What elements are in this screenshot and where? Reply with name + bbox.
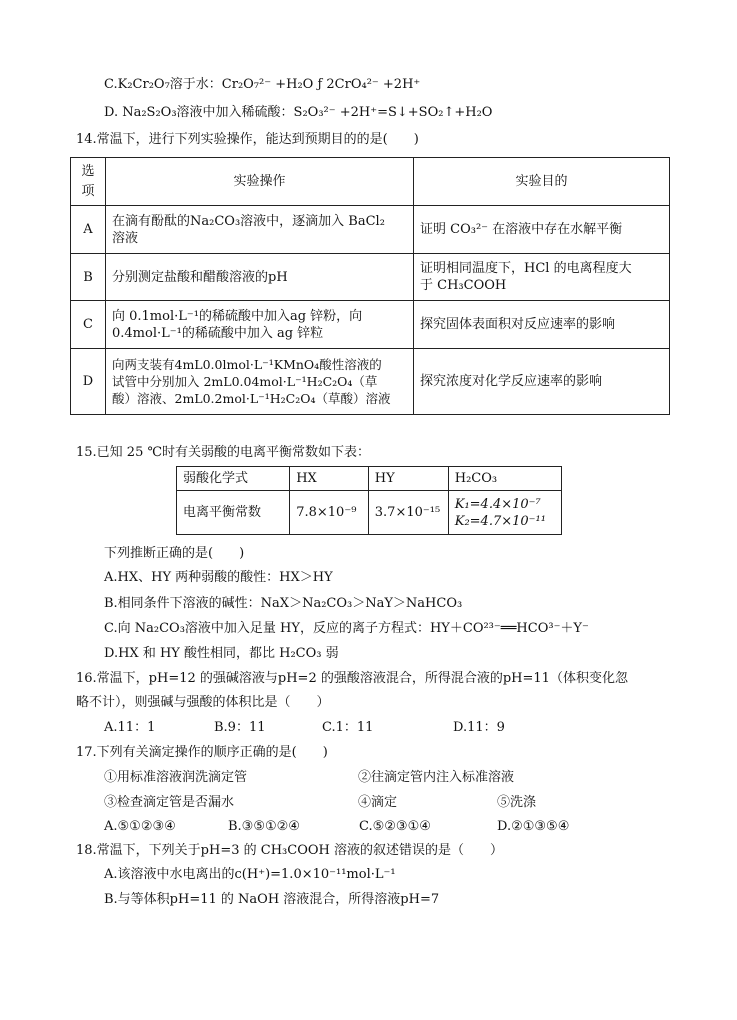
option-a: A.HX、HY 两种弱酸的酸性：HX＞HY bbox=[104, 570, 333, 585]
option-b: B.相同条件下溶液的碱性：NaX＞Na₂CO₃＞NaY＞NaHCO₃ bbox=[104, 596, 463, 611]
step-2: ②往滴定管内注入标准溶液 bbox=[358, 770, 515, 785]
row-label: B bbox=[71, 254, 106, 301]
header-h2co3: H₂CO₃ bbox=[448, 467, 561, 491]
row-label: 电离平衡常数 bbox=[177, 491, 290, 535]
table-header-row bbox=[71, 158, 670, 206]
option-b: B.9：11 bbox=[214, 720, 266, 735]
row-operation: 向两支装有4mL0.0lmol·L⁻¹KMnO₄酸性溶液的 试管中分别加入 2mL0.04mol·L⁻¹H₂C₂O₄（草 酸）溶液、2mL0.2mol·L⁻¹H₂C₂O₄（草酸）溶液 bbox=[106, 349, 414, 415]
option-c: C.1：11 bbox=[322, 720, 374, 735]
option-c: C.向 Na₂CO₃溶液中加入足量 HY，反应的离子方程式：HY＋CO²³⁻══HCO³⁻＋Y⁻ bbox=[104, 621, 589, 636]
question-18-stem: 18.常温下，下列关于pH=3 的 CH₃COOH 溶液的叙述错误的是（ ） bbox=[76, 843, 503, 858]
header-hy: HY bbox=[368, 467, 448, 491]
table-header-row bbox=[177, 467, 562, 491]
table-row bbox=[177, 491, 562, 535]
header-purpose: 实验目的 bbox=[414, 158, 670, 206]
question-15-prompt: 下列推断正确的是( ) bbox=[104, 546, 245, 561]
row-label: A bbox=[71, 206, 106, 254]
step-4: ④滴定 bbox=[358, 795, 398, 810]
row-purpose: 探究浓度对化学反应速率的影响 bbox=[414, 349, 670, 415]
question-15-stem: 15.已知 25 ℃时有关弱酸的电离平衡常数如下表： bbox=[76, 445, 371, 460]
option-d-prev: D. Na₂S₂O₃溶液中加入稀硫酸：S₂O₃²⁻ +2H⁺=S↓+SO₂↑+H₂O bbox=[104, 105, 493, 120]
header-option: 选项 bbox=[71, 158, 106, 206]
question-16-stem-line2: 略不计），则强碱与强酸的体积比是（ ） bbox=[76, 695, 330, 710]
table-row bbox=[71, 349, 670, 415]
step-3: ③检查滴定管是否漏水 bbox=[104, 795, 235, 810]
step-5: ⑤洗涤 bbox=[497, 795, 537, 810]
table-row bbox=[71, 301, 670, 349]
option-b: B.③⑤①②④ bbox=[228, 819, 300, 834]
cell-hy-constant: 3.7×10⁻¹⁵ bbox=[368, 491, 448, 535]
cell-hx-constant: 7.8×10⁻⁹ bbox=[290, 491, 369, 535]
option-d: D.②①③⑤④ bbox=[497, 819, 570, 834]
option-c-prev: C.K₂Cr₂O₇溶于水：Cr₂O₇²⁻ +H₂O ƒ 2CrO₄²⁻ +2H⁺ bbox=[104, 77, 421, 92]
cell-h2co3-constants: K₁=4.4×10⁻⁷ K₂=4.7×10⁻¹¹ bbox=[448, 491, 561, 535]
header-operation: 实验操作 bbox=[106, 158, 414, 206]
option-a: A.11：1 bbox=[104, 720, 156, 735]
question-14-table bbox=[70, 157, 670, 415]
row-purpose: 证明相同温度下，HCl 的电离程度大 于 CH₃COOH bbox=[414, 254, 670, 301]
option-c: C.⑤②③①④ bbox=[359, 819, 431, 834]
row-purpose: 证明 CO₃²⁻ 在溶液中存在水解平衡 bbox=[414, 206, 670, 254]
row-label: C bbox=[71, 301, 106, 349]
option-d: D.HX 和 HY 酸性相同，都比 H₂CO₃ 弱 bbox=[104, 646, 339, 661]
row-operation: 分别测定盐酸和醋酸溶液的pH bbox=[106, 254, 414, 301]
header-acid-formula: 弱酸化学式 bbox=[177, 467, 290, 491]
row-operation: 向 0.1mol·L⁻¹的稀硫酸中加入ag 锌粉，向 0.4mol·L⁻¹的稀硫酸中加入 ag 锌粒 bbox=[106, 301, 414, 349]
option-d: D.11：9 bbox=[453, 720, 505, 735]
option-b: B.与等体积pH=11 的 NaOH 溶液混合，所得溶液pH=7 bbox=[104, 892, 440, 907]
question-17-stem: 17.下列有关滴定操作的顺序正确的是( ) bbox=[76, 745, 328, 760]
question-16-stem-line1: 16.常温下，pH=12 的强碱溶液与pH=2 的强酸溶液混合，所得混合液的pH=11（体积变化忽 bbox=[76, 671, 628, 686]
table-row bbox=[71, 206, 670, 254]
row-purpose: 探究固体表面积对反应速率的影响 bbox=[414, 301, 670, 349]
header-hx: HX bbox=[290, 467, 369, 491]
question-14-stem: 14.常温下，进行下列实验操作，能达到预期目的的是( ) bbox=[76, 132, 419, 147]
row-operation: 在滴有酚酞的Na₂CO₃溶液中，逐滴加入 BaCl₂ 溶液 bbox=[106, 206, 414, 254]
step-1: ①用标准溶液润洗滴定管 bbox=[104, 770, 248, 785]
option-a: A.该溶液中水电离出的c(H⁺)=1.0×10⁻¹¹mol·L⁻¹ bbox=[104, 867, 396, 882]
option-a: A.⑤①②③④ bbox=[104, 819, 176, 834]
row-label: D bbox=[71, 349, 106, 415]
question-15-table bbox=[176, 466, 562, 535]
table-row bbox=[71, 254, 670, 301]
